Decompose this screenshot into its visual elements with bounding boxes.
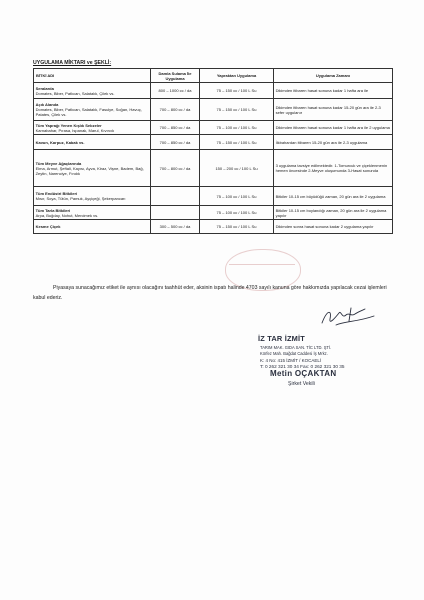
foliar-cell: 75 – 100 cc / 100 L Su	[200, 121, 274, 135]
stamp-company-name: İZ TAR İZMİT	[258, 334, 306, 343]
drip-cell: 700 – 850 cc / da	[151, 121, 200, 135]
foliar-cell: 150 – 200 cc / 100 L Su	[200, 150, 274, 187]
stamp-signatory-name: Metin OÇAKTAN	[270, 369, 337, 378]
plant-heading: Kavun, Karpuz, Kabak vs.	[35, 139, 85, 145]
timing-cell: Dikimden itibaren hasat sonuna kadar 1 hafta ara ile	[274, 83, 393, 99]
table-row	[34, 150, 393, 187]
plant-heading: Seralarda	[35, 85, 54, 91]
timing-cell: Dikimden sonra hasat sonuna kadar 2 uygulama yapılır	[274, 220, 393, 234]
drip-cell: 700 – 850 cc / da	[151, 135, 200, 150]
timing-cell: İlkbahardan itibaren 15-20 gün ara ile 2-3 uygulama	[274, 135, 393, 150]
foliar-cell: 75 – 150 cc / 100 L Su	[200, 83, 274, 99]
header-plant: BİTKİ ADI	[34, 69, 151, 83]
table-header-row	[34, 69, 393, 83]
plant-cell	[34, 206, 151, 220]
stamp-line-4: T: 0 262 321 30 34 Fax: 0 262 321 30 35	[260, 364, 345, 369]
plant-detail: Karnabahar, Pırasa, Ispanak, Marul, Kıvırcık	[35, 127, 115, 133]
table-row	[34, 220, 393, 234]
stamp-signatory-role: Şirket Vekili	[288, 381, 315, 387]
timing-cell: Bitkiler 10-15 cm boylandığı zaman, 20 gün ara ile 2 uygulama yapılır	[274, 206, 393, 220]
drip-cell: 800 – 1000 cc / da	[151, 83, 200, 99]
table-row	[34, 135, 393, 150]
plant-cell	[34, 99, 151, 121]
drip-cell	[151, 206, 200, 220]
plant-detail: Mısır, Soya, Tütün, Pamuk, Ayçiçeği, Şekerpancarı	[35, 196, 126, 202]
stamp-line-2: Körfez Mah. Bağdat Caddesi İş Mrkz.	[260, 351, 328, 356]
timing-cell: Dikimden itibaren hasat sonuna kadar 1 hafta ara ile 2 uygulama	[274, 121, 393, 135]
foliar-cell: 75 – 100 cc / 100 L Su	[200, 206, 274, 220]
plant-detail: Elma, Armut, Şeftali, Kayısı, Ayva, Kiraz, Vişne, Badem, Bağ, Zeytin, Narenciye, Fındık	[35, 165, 144, 176]
table-row	[34, 187, 393, 206]
drip-cell: 700 – 800 cc / da	[151, 150, 200, 187]
timing-cell: 3 uygulama tavsiye edilmektedir. 1-Tomurcuk ve çiçeklenmenin hemen öncesinde 2-Meyve oluşumunda 3-Hasat sonunda	[274, 150, 393, 187]
plant-cell	[34, 187, 151, 206]
section-title: UYGULAMA MİKTARI ve ŞEKLİ:	[33, 60, 112, 66]
plant-heading: Açık Alanda	[35, 102, 59, 108]
commitment-statement: Piyasaya sunacağımız etiket ile aynısı olacağını taahhüt eder, aksinin ispatı halinde 4703 sayılı kanuna göre hakkımızda yapılacak cezai işlemleri kabul ederiz.	[33, 285, 387, 301]
foliar-cell: 75 – 100 cc / 100 L Su	[200, 187, 274, 206]
plant-heading: Kesme Çiçek	[35, 224, 61, 230]
timing-cell: Bitkiler 10-15 cm büyüdüğü zaman, 20 gün ara ile 2 uygulama	[274, 187, 393, 206]
stamp-line-3: K: 4 No: 415 İZMİT / KOCAELİ	[260, 358, 322, 363]
plant-detail: Domates, Biber, Patlıcan, Salatalık, Çilek vs.	[35, 90, 115, 96]
drip-cell: 300 – 500 cc / da	[151, 220, 200, 234]
plant-cell	[34, 135, 151, 150]
plant-heading: Tüm Endüstri Bitkileri	[35, 191, 78, 197]
header-drip: Damla Sulama İle Uygulama	[151, 69, 200, 83]
plant-detail: Domates, Biber, Patlıcan, Salatalık, Fasulye, Soğan, Havuç, Patates, Çilek vs.	[35, 107, 142, 118]
plant-heading: Tüm Meyve Ağaçlarında	[35, 160, 82, 166]
header-timing: Uygulama Zamanı	[274, 69, 393, 83]
table-row	[34, 99, 393, 121]
table-row	[34, 206, 393, 220]
plant-cell	[34, 220, 151, 234]
plant-heading: Tüm Tarla Bitkileri	[35, 207, 71, 213]
application-rate-table	[33, 68, 393, 234]
timing-cell: Dikimden itibaren hasat sonuna kadar 15-20 gün ara ile 2-3 sefer uygulanır	[274, 99, 393, 121]
stamp-line-1: TARIM MAK. GIDA SAN. TİC LTD. ŞTİ.	[260, 345, 332, 350]
plant-cell	[34, 83, 151, 99]
drip-cell: 700 – 800 cc / da	[151, 99, 200, 121]
plant-detail: Arpa, Buğday, Nohut, Mercimek vs.	[35, 212, 99, 218]
plant-cell	[34, 121, 151, 135]
table-row	[34, 121, 393, 135]
foliar-cell: 75 – 150 cc / 100 L Su	[200, 135, 274, 150]
plant-heading: Tüm Yaprağı Yenen Kışlık Sebzeler	[35, 122, 102, 128]
foliar-cell: 75 – 150 cc / 100 L Su	[200, 220, 274, 234]
table-row	[34, 83, 393, 99]
plant-cell	[34, 150, 151, 187]
drip-cell	[151, 187, 200, 206]
faded-stamp-line	[229, 264, 295, 265]
header-foliar: Yapraktan Uygulama	[200, 69, 274, 83]
foliar-cell: 75 – 150 cc / 100 L Su	[200, 99, 274, 121]
